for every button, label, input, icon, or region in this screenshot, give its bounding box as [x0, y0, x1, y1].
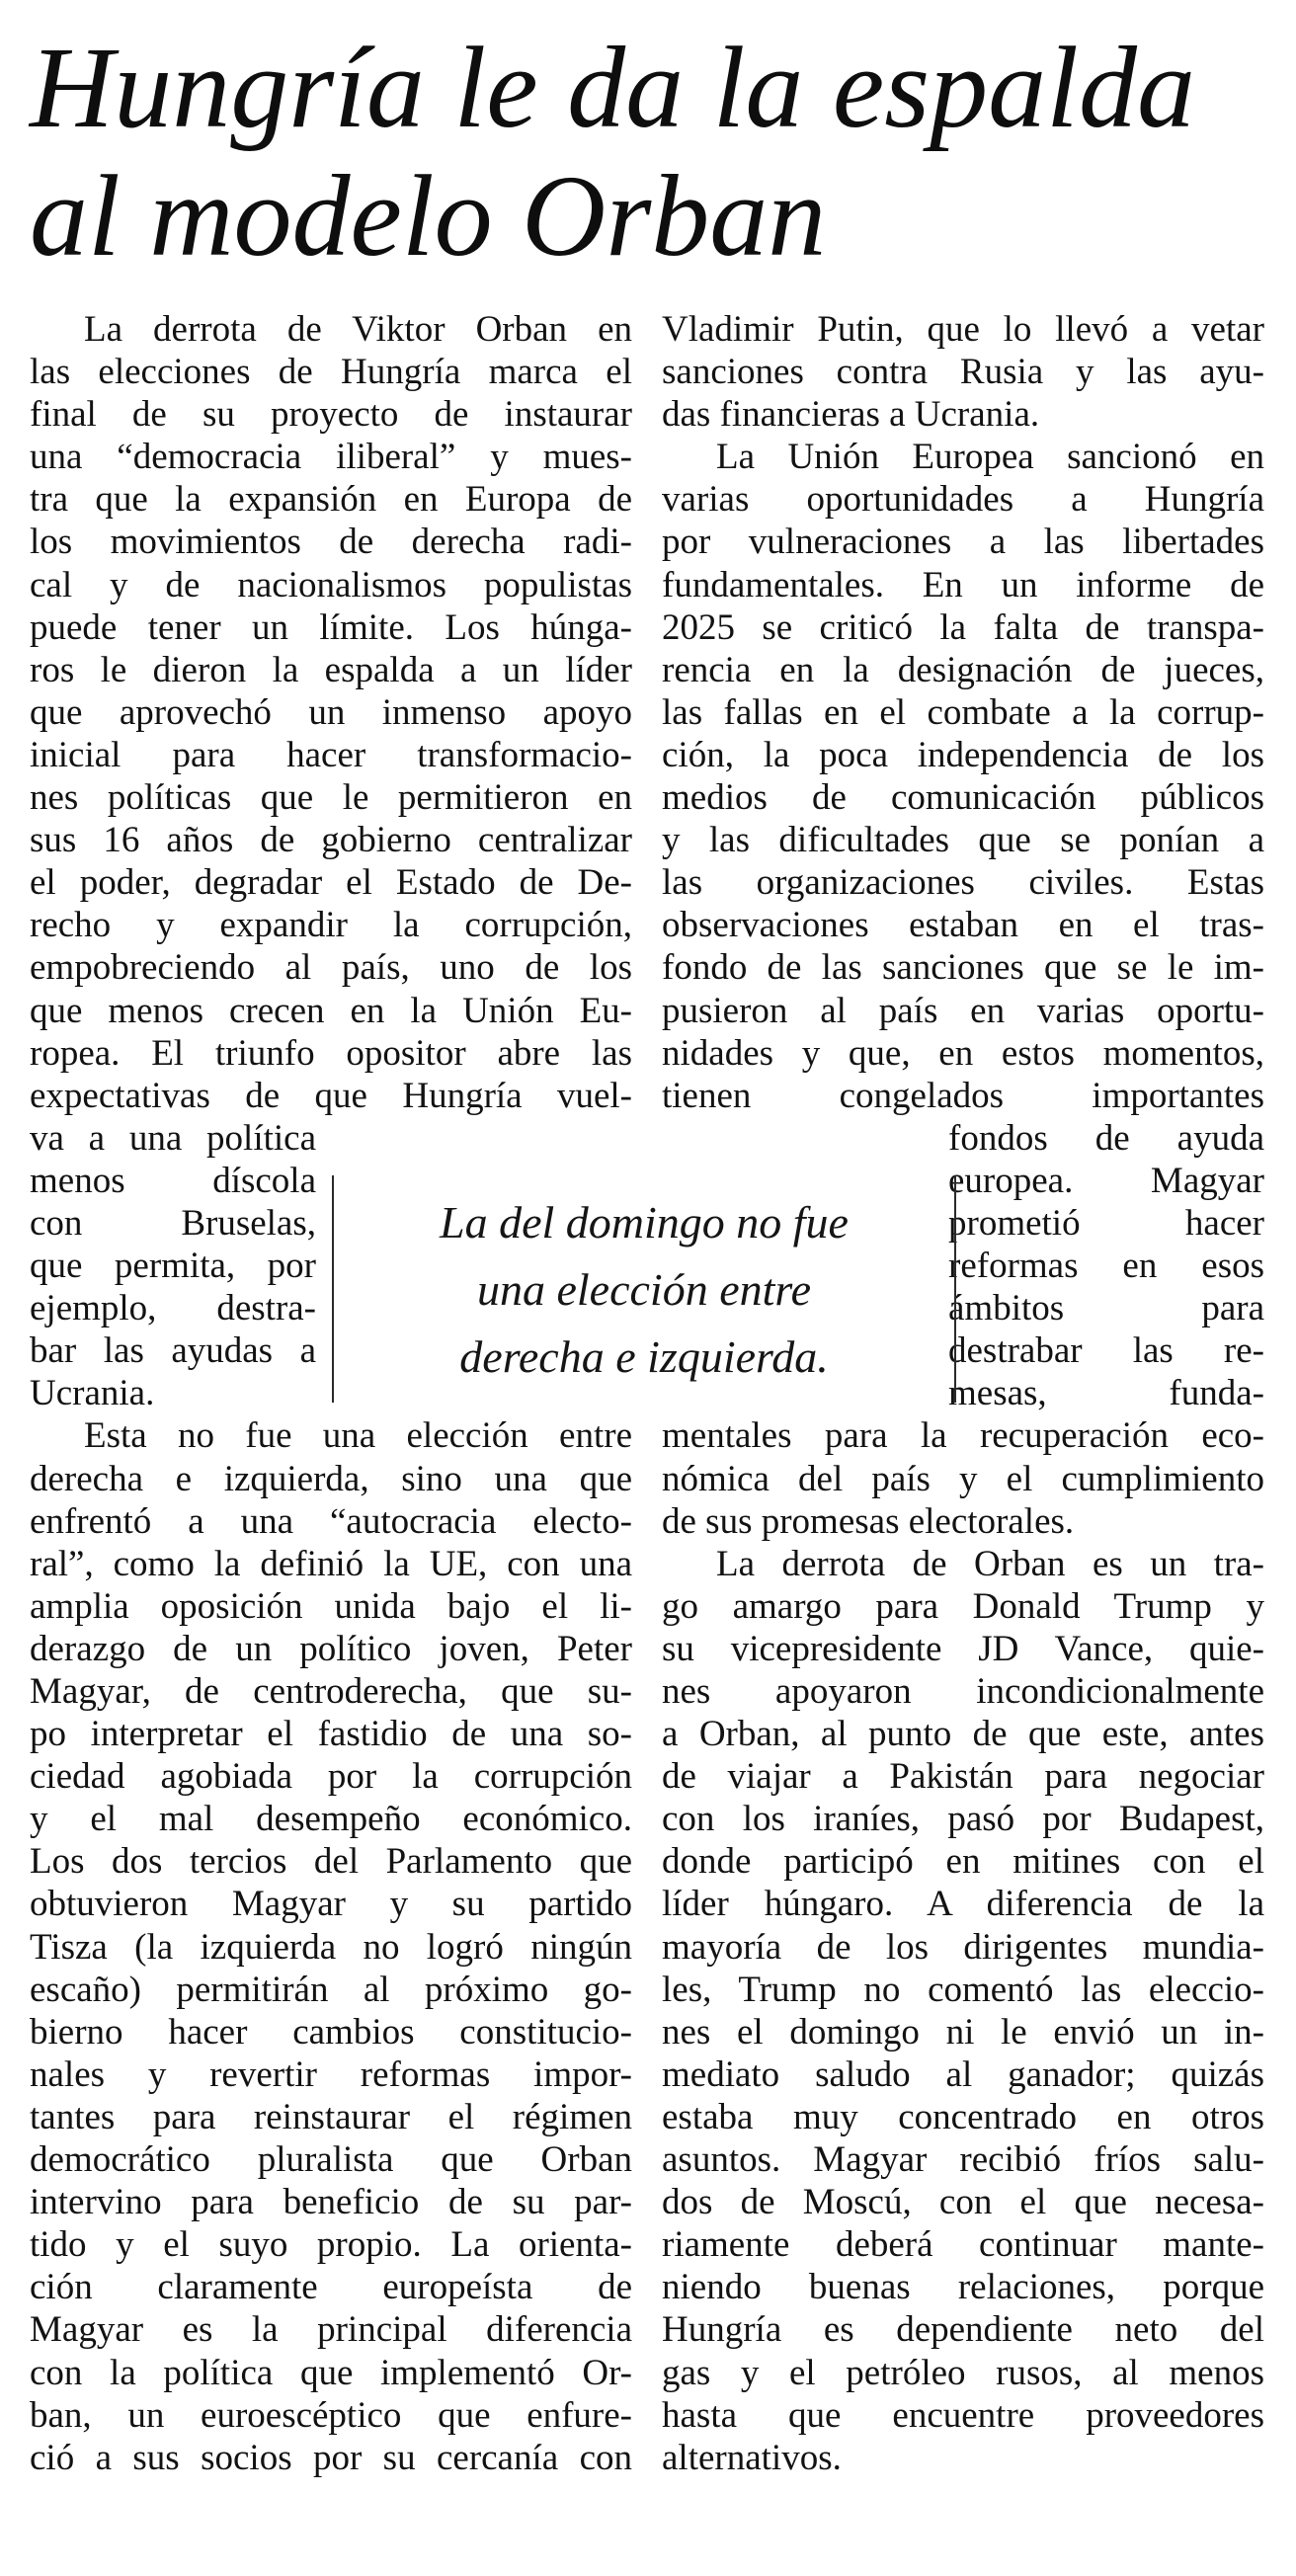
pull-quote-line-1: La del domingo no fue: [440, 1197, 849, 1248]
text-line: fondos de ayuda: [948, 1117, 1264, 1159]
text-line: rencia en la designación de jueces,: [662, 649, 1264, 690]
text-line: ción claramente europeísta de: [30, 2267, 632, 2308]
text-line: enfrentó a una “autocracia electo-: [30, 1500, 632, 1542]
text-line: europea. Magyar: [948, 1160, 1264, 1201]
pull-quote-line-3: derecha e izquierda.: [459, 1331, 829, 1382]
text-line: les, Trump no comentó las eleccio-: [662, 1969, 1264, 2010]
text-line: intervino para beneficio de su par-: [30, 2182, 632, 2223]
headline: [30, 24, 1274, 281]
text-line: estaba muy concentrado en otros: [662, 2096, 1264, 2137]
headline-line-2: al modelo Orban: [30, 151, 827, 281]
text-line: po interpretar el fastidio de una so-: [30, 1714, 632, 1755]
text-line: tienen congelados importantes: [662, 1075, 1264, 1116]
text-line: go amargo para Donald Trump y: [662, 1585, 1264, 1627]
text-line: por vulneraciones a las libertades: [662, 522, 1264, 563]
text-line: final de su proyecto de instaurar: [30, 394, 632, 436]
text-line: de sus promesas electorales.: [662, 1500, 1075, 1542]
text-line: sus 16 años de gobierno centralizar: [30, 820, 632, 861]
text-line: fundamentales. En un informe de: [662, 564, 1264, 605]
text-line: escaño) permitirán al próximo go-: [30, 1969, 632, 2010]
text-line: bar las ayudas a: [30, 1330, 316, 1372]
text-line: amplia oposición unida bajo el li-: [30, 1585, 632, 1627]
text-line: Esta no fue una elección entre: [84, 1415, 632, 1457]
pull-quote: [332, 1175, 956, 1403]
text-line: con Bruselas,: [30, 1202, 316, 1244]
text-line: de viajar a Pakistán para negociar: [662, 1756, 1264, 1798]
text-line: destrabar las re-: [948, 1330, 1264, 1372]
text-line: Magyar, de centroderecha, que su-: [30, 1671, 632, 1712]
text-line: La Unión Europea sancionó en: [716, 437, 1264, 478]
text-line: una “democracia iliberal” y mues-: [30, 437, 632, 478]
text-line: das financieras a Ucrania.: [662, 394, 1040, 436]
text-line: Vladimir Putin, que lo llevó a vetar: [662, 309, 1264, 350]
text-line: los movimientos de derecha radi-: [30, 522, 632, 563]
text-line: que aprovechó un inmenso apoyo: [30, 691, 632, 733]
text-line: nes apoyaron incondicionalmente: [662, 1671, 1264, 1712]
text-line: ral”, como la definió la UE, con una: [30, 1543, 632, 1584]
text-line: fondo de las sanciones que se le im-: [662, 947, 1264, 989]
text-line: dos de Moscú, con el que necesa-: [662, 2182, 1264, 2223]
text-line: riamente deberá continuar mante-: [662, 2224, 1264, 2266]
pull-quote-line-2: una elección entre: [476, 1264, 812, 1315]
text-line: recho y expandir la corrupción,: [30, 905, 632, 946]
text-line: ció a sus socios por su cercanía con: [30, 2437, 632, 2478]
text-line: pusieron al país en varias oportu-: [662, 990, 1264, 1031]
text-line: ámbitos para: [948, 1288, 1264, 1329]
text-line: y las dificultades que se ponían a: [662, 820, 1264, 861]
text-line: varias oportunidades a Hungría: [662, 479, 1264, 521]
text-line: empobreciendo al país, uno de los: [30, 947, 632, 989]
text-line: Ucrania.: [30, 1373, 155, 1414]
text-line: a Orban, al punto de que este, antes: [662, 1714, 1264, 1755]
text-line: La derrota de Orban es un tra-: [716, 1543, 1264, 1584]
text-line: las fallas en el combate a la corrup-: [662, 691, 1264, 733]
text-line: expectativas de que Hungría vuel-: [30, 1075, 632, 1116]
text-line: tantes para reinstaurar el régimen: [30, 2096, 632, 2137]
text-line: derazgo de un político joven, Peter: [30, 1628, 632, 1669]
text-line: Magyar es la principal diferencia: [30, 2309, 632, 2351]
text-line: líder húngaro. A diferencia de la: [662, 1884, 1264, 1925]
text-line: mediato saludo al ganador; quizás: [662, 2053, 1264, 2095]
text-line: las elecciones de Hungría marca el: [30, 352, 632, 393]
text-line: ban, un euroescéptico que enfure-: [30, 2394, 632, 2436]
text-line: ción, la poca independencia de los: [662, 734, 1264, 775]
text-line: y el mal desempeño económico.: [30, 1799, 632, 1840]
text-line: La derrota de Viktor Orban en: [84, 309, 632, 350]
text-line: donde participó en mitines con el: [662, 1841, 1264, 1883]
text-line: inicial para hacer transformacio-: [30, 734, 632, 775]
text-line: bierno hacer cambios constitucio-: [30, 2011, 632, 2053]
text-line: democrático pluralista que Orban: [30, 2139, 632, 2181]
text-line: ejemplo, destra-: [30, 1288, 316, 1329]
text-line: ros le dieron la espalda a un líder: [30, 649, 632, 690]
text-line: mayoría de los dirigentes mundia-: [662, 1926, 1264, 1968]
text-line: mesas, funda-: [948, 1373, 1264, 1414]
text-line: su vicepresidente JD Vance, quie-: [662, 1628, 1264, 1669]
text-line: hasta que encuentre proveedores: [662, 2394, 1264, 2436]
text-line: Los dos tercios del Parlamento que: [30, 1841, 632, 1883]
text-line: que permita, por: [30, 1246, 316, 1287]
text-line: nidades y que, en estos momentos,: [662, 1032, 1264, 1074]
text-line: sanciones contra Rusia y las ayu-: [662, 352, 1264, 393]
text-line: gas y el petróleo rusos, al menos: [662, 2352, 1264, 2393]
text-line: que menos crecen en la Unión Eu-: [30, 990, 632, 1031]
text-line: niendo buenas relaciones, porque: [662, 2267, 1264, 2308]
text-line: el poder, degradar el Estado de De-: [30, 862, 632, 904]
text-line: derecha e izquierda, sino una que: [30, 1458, 632, 1499]
headline-line-1: Hungría le da la espalda: [30, 23, 1195, 152]
text-line: nómica del país y el cumplimiento: [662, 1458, 1264, 1499]
text-line: prometió hacer: [948, 1202, 1264, 1244]
text-line: nes el domingo ni le envió un in-: [662, 2011, 1264, 2053]
text-line: observaciones estaban en el tras-: [662, 905, 1264, 946]
text-line: obtuvieron Magyar y su partido: [30, 1884, 632, 1925]
text-line: cal y de nacionalismos populistas: [30, 564, 632, 605]
text-line: medios de comunicación públicos: [662, 777, 1264, 819]
text-line: asuntos. Magyar recibió fríos salu-: [662, 2139, 1264, 2181]
text-line: menos díscola: [30, 1160, 316, 1201]
text-line: con la política que implementó Or-: [30, 2352, 632, 2393]
text-line: las organizaciones civiles. Estas: [662, 862, 1264, 904]
text-line: alternativos.: [662, 2437, 842, 2478]
text-line: tido y el suyo propio. La orienta-: [30, 2224, 632, 2266]
text-line: tra que la expansión en Europa de: [30, 479, 632, 521]
text-line: ciedad agobiada por la corrupción: [30, 1756, 632, 1798]
text-line: va a una política: [30, 1117, 316, 1159]
text-line: puede tener un límite. Los húnga-: [30, 606, 632, 648]
text-line: reformas en esos: [948, 1246, 1264, 1287]
text-line: nes políticas que le permitieron en: [30, 777, 632, 819]
text-line: con los iraníes, pasó por Budapest,: [662, 1799, 1264, 1840]
text-line: Tisza (la izquierda no logró ningún: [30, 1926, 632, 1968]
text-line: ropea. El triunfo opositor abre las: [30, 1032, 632, 1074]
text-line: nales y revertir reformas impor-: [30, 2053, 632, 2095]
text-line: Hungría es dependiente neto del: [662, 2309, 1264, 2351]
text-line: 2025 se criticó la falta de transpa-: [662, 606, 1264, 648]
text-line: mentales para la recuperación eco-: [662, 1415, 1264, 1457]
